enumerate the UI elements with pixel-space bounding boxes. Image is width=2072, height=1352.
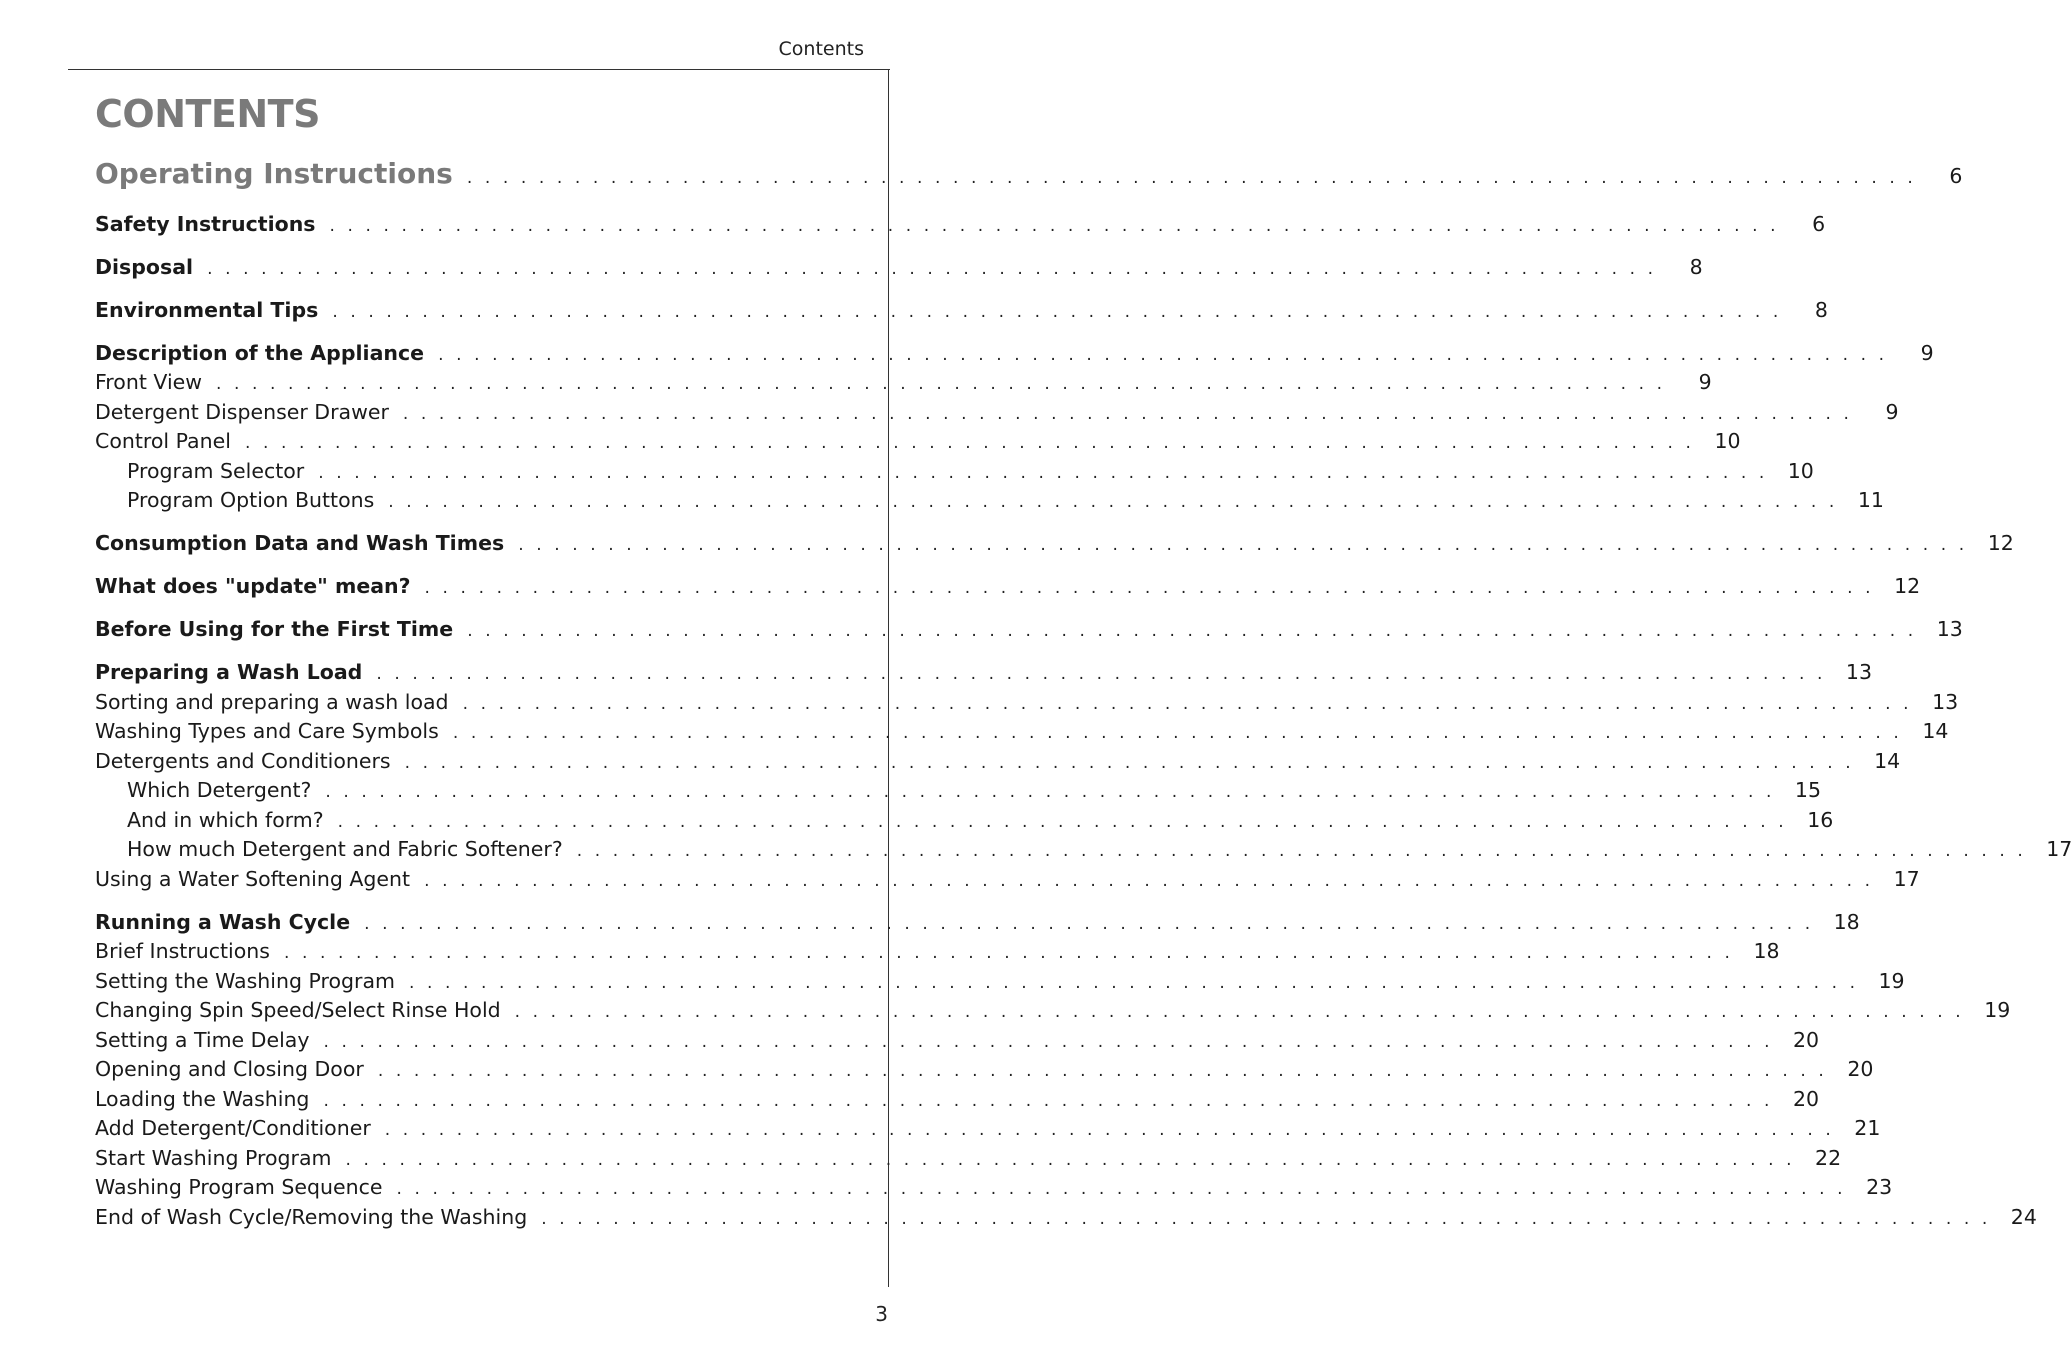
toc-entry-label: Safety Instructions: [95, 211, 316, 236]
toc-entry: [95, 1085, 1820, 1115]
toc-entry-label: Which Detergent?: [127, 778, 312, 802]
toc-entry-page: 9: [1885, 399, 1899, 424]
toc-entry-label: Changing Spin Speed/Select Rinse Hold: [95, 998, 501, 1022]
toc-entry: [95, 398, 1899, 428]
toc-leader-dots: . . . . . . . . . . . . . . . . . . . . . . . . . . . . . . . . . . . . . . . . . . . . . . . . . . . . . . . . . . . . . . . . . . . . . . . . . . . . . . . . .: [466, 168, 1917, 188]
toc-entry-label: Program Selector: [127, 458, 305, 483]
toc-entry: [95, 776, 1822, 806]
toc-entry-label: Brief Instructions: [95, 939, 270, 963]
toc-leader-dots: . . . . . . . . . . . . . . . . . . . . . . . . . . . . . . . . . . . . . . . . . . . . . . . . . . . . . . . . . . . . . . . . . . . . . . . . . . . . . . . . .: [377, 1061, 1828, 1081]
toc-entry-page: 14: [1874, 748, 1901, 773]
toc-entry-label: Detergent Dispenser Drawer: [95, 399, 389, 424]
toc-entry: [95, 486, 1884, 516]
toc-leader-dots: . . . . . . . . . . . . . . . . . . . . . . . . . . . . . . . . . . . . . . . . . . . . . . . . . . . . . . . . . . . . . . . . . . . . . . . . . . . . . . . . .: [408, 972, 1859, 993]
toc-leader-dots: . . . . . . . . . . . . . . . . . . . . . . . . . . . . . . . . . . . . . . . . . . . . . . . . . . . . . . . . . . . . . . . . . . . . . . . . . . . . . . . . .: [323, 1090, 1774, 1111]
toc-entry: [95, 835, 2072, 865]
toc-entry-page: 13: [1936, 617, 1963, 641]
toc-entry: [95, 937, 1780, 967]
page-title: CONTENTS: [95, 92, 320, 136]
toc-entry: [95, 615, 1963, 645]
running-head: Contents: [778, 38, 864, 60]
toc-entry-label: Front View: [95, 370, 203, 394]
toc-leader-dots: . . . . . . . . . . . . . . . . . . . . . . . . . . . . . . . . . . . . . . . . . . . . . . . . . . . . . . . . . . . . . . . . . . . . . . . . . . . . . . . . .: [207, 258, 1657, 279]
toc-entry-label: Washing Types and Care Symbols: [95, 719, 439, 743]
toc-entry: [95, 572, 1921, 602]
toc-leader-dots: . . . . . . . . . . . . . . . . . . . . . . . . . . . . . . . . . . . . . . . . . . . . . . . . . . . . . . . . . . . . . . . . . . . . . . . . . . . . . . . . .: [337, 811, 1788, 832]
toc-entry: [95, 747, 1901, 777]
toc-entry: [95, 296, 1828, 326]
toc-leader-dots: . . . . . . . . . . . . . . . . . . . . . . . . . . . . . . . . . . . . . . . . . . . . . . . . . . . . . . . . . . . . . . . . . . . . . . . . . . . . . . . . .: [244, 433, 1695, 453]
toc-leader-dots: . . . . . . . . . . . . . . . . . . . . . . . . . . . . . . . . . . . . . . . . . . . . . . . . . . . . . . . . . . . . . . . . . . . . . . . . . . . . . . . . .: [518, 535, 1968, 555]
page-number: 3: [875, 1302, 888, 1326]
toc-leader-dots: . . . . . . . . . . . . . . . . . . . . . . . . . . . . . . . . . . . . . . . . . . . . . . . . . . . . . . . . . . . . . . . . . . . . . . . . . . . . . . . . .: [541, 1208, 1991, 1229]
toc-entry: [95, 210, 1826, 240]
toc-entry-label: Description of the Appliance: [95, 340, 425, 365]
toc-entry: [95, 1055, 1874, 1085]
toc-leader-dots: . . . . . . . . . . . . . . . . . . . . . . . . . . . . . . . . . . . . . . . . . . . . . . . . . . . . . . . . . . . . . . . . . . . . . . . . . . . . . . . . .: [452, 723, 1903, 743]
toc-leader-dots: . . . . . . . . . . . . . . . . . . . . . . . . . . . . . . . . . . . . . . . . . . . . . . . . . . . . . . . . . . . . . . . . . . . . . . . . . . . . . . . . .: [384, 1120, 1835, 1140]
toc-entry-page: 19: [1878, 968, 1905, 993]
top-rule: [68, 69, 890, 70]
toc-leader-dots: . . . . . . . . . . . . . . . . . . . . . . . . . . . . . . . . . . . . . . . . . . . . . . . . . . . . . . . . . . . . . . . . . . . . . . . . . . . . . . . . .: [323, 1031, 1774, 1052]
toc-leader-dots: . . . . . . . . . . . . . . . . . . . . . . . . . . . . . . . . . . . . . . . . . . . . . . . . . . . . . . . . . . . . . . . . . . . . . . . . . . . . . . . . .: [283, 943, 1734, 963]
toc-entry-page: 12: [1894, 574, 1921, 598]
toc-entry-page: 6: [1949, 164, 1963, 188]
toc-entry-page: 12: [1987, 531, 2014, 555]
toc-entry: [95, 529, 2014, 559]
toc-entry-page: 15: [1794, 778, 1822, 802]
toc-entry-page: 23: [1866, 1175, 1893, 1199]
toc-entry-page: 9: [1920, 340, 1934, 365]
toc-entry-label: Before Using for the First Time: [95, 617, 454, 641]
toc-leader-dots: . . . . . . . . . . . . . . . . . . . . . . . . . . . . . . . . . . . . . . . . . . . . . . . . . . . . . . . . . . . . . . . . . . . . . . . . . . . . . . . . .: [576, 841, 2027, 861]
toc-entry: [95, 688, 1959, 718]
toc-leader-dots: . . . . . . . . . . . . . . . . . . . . . . . . . . . . . . . . . . . . . . . . . . . . . . . . . . . . . . . . . . . . . . . . . . . . . . . . . . . . . . . . .: [332, 301, 1782, 322]
toc-leader-dots: . . . . . . . . . . . . . . . . . . . . . . . . . . . . . . . . . . . . . . . . . . . . . . . . . . . . . . . . . . . . . . . . . . . . . . . . . . . . . . . . .: [404, 752, 1855, 773]
toc-entry-page: 9: [1698, 370, 1712, 394]
toc-entry-label: Control Panel: [95, 429, 231, 453]
toc-entry-label: Using a Water Softening Agent: [95, 866, 411, 891]
toc-leader-dots: . . . . . . . . . . . . . . . . . . . . . . . . . . . . . . . . . . . . . . . . . . . . . . . . . . . . . . . . . . . . . . . . . . . . . . . . . . . . . . . . .: [329, 215, 1780, 236]
toc-entry-label: Sorting and preparing a wash load: [95, 689, 449, 714]
toc-entry-label: Preparing a Wash Load: [95, 660, 363, 684]
toc-entry-label: Running a Wash Cycle: [95, 909, 351, 934]
toc-entry-page: 19: [1984, 998, 2011, 1022]
toc-entry: [95, 1173, 1893, 1203]
toc-entry-page: 10: [1787, 458, 1814, 483]
toc-leader-dots: . . . . . . . . . . . . . . . . . . . . . . . . . . . . . . . . . . . . . . . . . . . . . . . . . . . . . . . . . . . . . . . . . . . . . . . . . . . . . . . . .: [514, 1002, 1965, 1022]
toc-entry-label: Washing Program Sequence: [95, 1175, 383, 1199]
toc-entry-label: Opening and Closing Door: [95, 1057, 364, 1081]
table-of-contents: [95, 152, 2072, 1232]
toc-entry-page: 20: [1847, 1057, 1874, 1081]
toc-entry: [95, 1026, 1820, 1056]
toc-entry: [95, 253, 1703, 283]
toc-entry: [95, 658, 1872, 688]
toc-entry-label: What does "update" mean?: [95, 574, 411, 598]
toc-entry-label: Loading the Washing: [95, 1086, 310, 1111]
toc-entry: [95, 1114, 1881, 1144]
toc-leader-dots: . . . . . . . . . . . . . . . . . . . . . . . . . . . . . . . . . . . . . . . . . . . . . . . . . . . . . . . . . . . . . . . . . . . . . . . . . . . . . . . . .: [467, 621, 1917, 641]
toc-leader-dots: . . . . . . . . . . . . . . . . . . . . . . . . . . . . . . . . . . . . . . . . . . . . . . . . . . . . . . . . . . . . . . . . . . . . . . . . . . . . . . . . .: [318, 462, 1768, 483]
toc-entry: [95, 967, 1905, 997]
toc-entry: [95, 1144, 1842, 1174]
toc-entry-page: 8: [1689, 254, 1703, 279]
toc-entry: [95, 339, 1934, 369]
toc-entry: [95, 717, 1949, 747]
toc-entry-page: 14: [1922, 719, 1949, 743]
toc-entry-page: 13: [1845, 660, 1872, 684]
toc-entry: [95, 908, 1860, 938]
toc-leader-dots: . . . . . . . . . . . . . . . . . . . . . . . . . . . . . . . . . . . . . . . . . . . . . . . . . . . . . . . . . . . . . . . . . . . . . . . . . . . . . . . . .: [396, 1179, 1847, 1199]
toc-entry-page: 8: [1814, 297, 1828, 322]
toc-entry-page: 18: [1833, 909, 1860, 934]
toc-entry: [95, 806, 1834, 836]
toc-leader-dots: . . . . . . . . . . . . . . . . . . . . . . . . . . . . . . . . . . . . . . . . . . . . . . . . . . . . . . . . . . . . . . . . . . . . . . . . . . . . . . . . .: [388, 492, 1838, 512]
toc-entry-page: 20: [1793, 1027, 1820, 1052]
toc-entry: [95, 152, 1963, 196]
toc-entry-page: 20: [1792, 1086, 1820, 1111]
toc-leader-dots: . . . . . . . . . . . . . . . . . . . . . . . . . . . . . . . . . . . . . . . . . . . . . . . . . . . . . . . . . . . . . . . . . . . . . . . . . . . . . . . . .: [424, 870, 1874, 891]
toc-entry: [95, 427, 1741, 457]
toc-entry-label: Consumption Data and Wash Times: [95, 531, 505, 555]
toc-entry-label: End of Wash Cycle/Removing the Washing: [95, 1204, 528, 1229]
toc-leader-dots: . . . . . . . . . . . . . . . . . . . . . . . . . . . . . . . . . . . . . . . . . . . . . . . . . . . . . . . . . . . . . . . . . . . . . . . . . . . . . . . . .: [424, 578, 1875, 598]
toc-entry: [95, 1203, 2037, 1233]
toc-leader-dots: . . . . . . . . . . . . . . . . . . . . . . . . . . . . . . . . . . . . . . . . . . . . . . . . . . . . . . . . . . . . . . . . . . . . . . . . . . . . . . . . .: [402, 403, 1853, 424]
toc-entry-page: 13: [1932, 689, 1959, 714]
toc-entry-label: Setting the Washing Program: [95, 968, 395, 993]
toc-entry-label: And in which form?: [127, 807, 324, 832]
toc-leader-dots: . . . . . . . . . . . . . . . . . . . . . . . . . . . . . . . . . . . . . . . . . . . . . . . . . . . . . . . . . . . . . . . . . . . . . . . . . . . . . . . . .: [364, 913, 1814, 934]
toc-entry-label: Start Washing Program: [95, 1145, 332, 1170]
toc-entry-label: Add Detergent/Conditioner: [95, 1116, 371, 1140]
toc-leader-dots: . . . . . . . . . . . . . . . . . . . . . . . . . . . . . . . . . . . . . . . . . . . . . . . . . . . . . . . . . . . . . . . . . . . . . . . . . . . . . . . . .: [462, 693, 1913, 714]
toc-entry-label: Setting a Time Delay: [95, 1027, 310, 1052]
toc-entry-page: 24: [2010, 1204, 2037, 1229]
toc-entry: [95, 368, 1712, 398]
toc-entry-page: 17: [2046, 837, 2072, 861]
toc-leader-dots: . . . . . . . . . . . . . . . . . . . . . . . . . . . . . . . . . . . . . . . . . . . . . . . . . . . . . . . . . . . . . . . . . . . . . . . . . . . . . . . . .: [438, 344, 1888, 365]
toc-entry-label: Environmental Tips: [95, 297, 319, 322]
toc-leader-dots: . . . . . . . . . . . . . . . . . . . . . . . . . . . . . . . . . . . . . . . . . . . . . . . . . . . . . . . . . . . . . . . . . . . . . . . . . . . . . . . . .: [216, 374, 1666, 394]
toc-entry: [95, 457, 1814, 487]
toc-entry-label: How much Detergent and Fabric Softener?: [127, 837, 563, 861]
toc-entry-label: Detergents and Conditioners: [95, 748, 391, 773]
toc-entry: [95, 996, 2011, 1026]
toc-entry-label: Operating Instructions: [95, 157, 453, 190]
toc-entry-page: 11: [1857, 488, 1884, 512]
toc-entry-page: 17: [1893, 866, 1920, 891]
toc-entry: [95, 865, 1920, 895]
toc-entry-label: Program Option Buttons: [127, 488, 375, 512]
toc-entry-label: Disposal: [95, 254, 194, 279]
toc-entry-page: 6: [1812, 211, 1826, 236]
toc-entry-page: 16: [1807, 807, 1834, 832]
toc-leader-dots: . . . . . . . . . . . . . . . . . . . . . . . . . . . . . . . . . . . . . . . . . . . . . . . . . . . . . . . . . . . . . . . . . . . . . . . . . . . . . . . . .: [325, 782, 1776, 802]
toc-entry-page: 10: [1714, 429, 1741, 453]
toc-entry-page: 18: [1753, 939, 1780, 963]
toc-leader-dots: . . . . . . . . . . . . . . . . . . . . . . . . . . . . . . . . . . . . . . . . . . . . . . . . . . . . . . . . . . . . . . . . . . . . . . . . . . . . . . . . .: [376, 664, 1826, 684]
toc-leader-dots: . . . . . . . . . . . . . . . . . . . . . . . . . . . . . . . . . . . . . . . . . . . . . . . . . . . . . . . . . . . . . . . . . . . . . . . . . . . . . . . . .: [345, 1149, 1796, 1170]
toc-entry-page: 22: [1815, 1145, 1842, 1170]
toc-entry-page: 21: [1854, 1116, 1881, 1140]
